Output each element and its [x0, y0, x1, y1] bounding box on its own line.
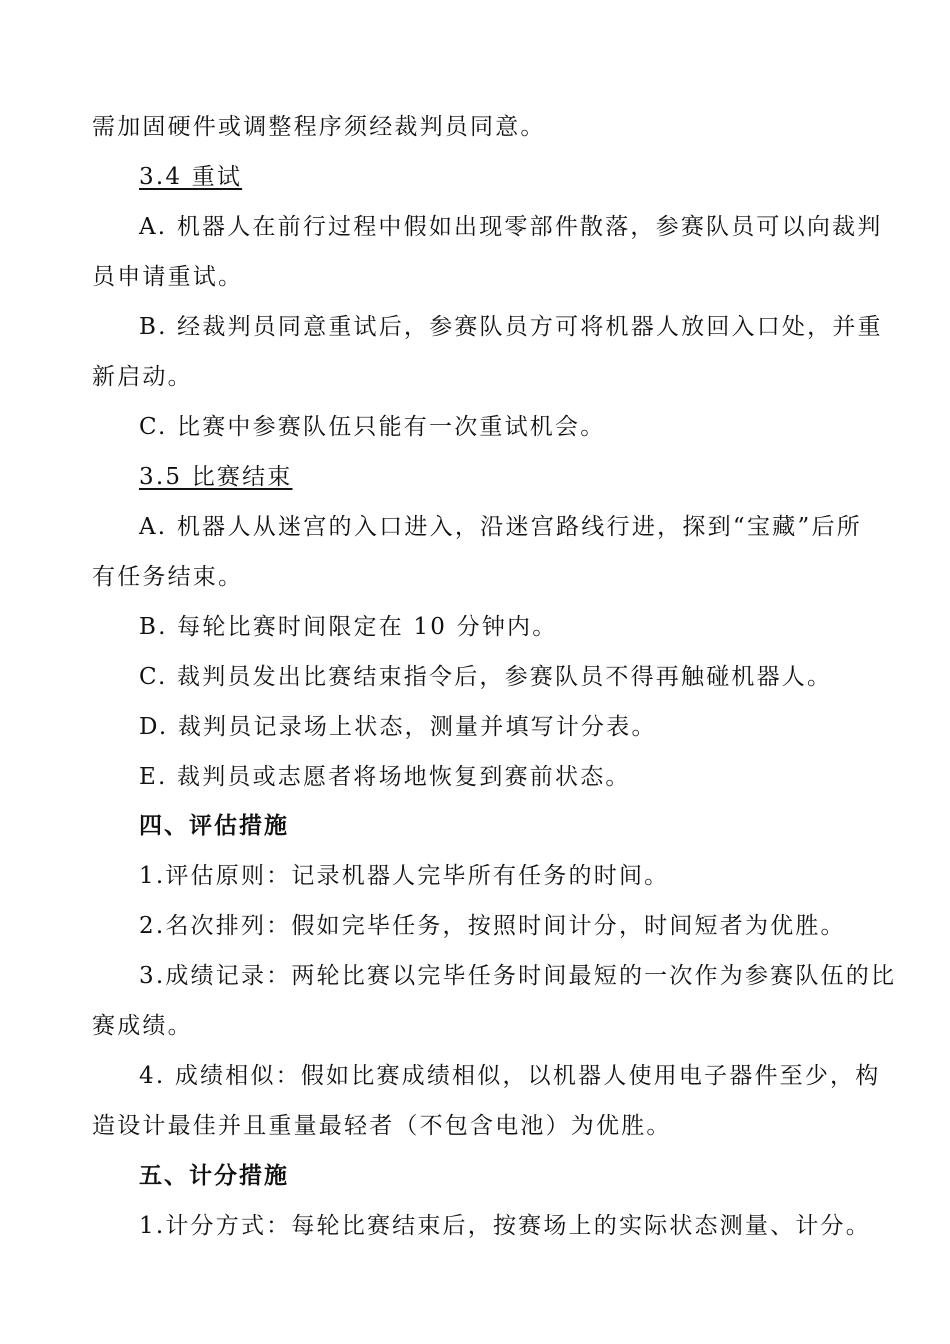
paragraph-4-3-cont: 赛成绩。: [92, 1013, 193, 1039]
paragraph-4-1: 1.评估原则：记录机器人完毕所有任务的时间。: [139, 863, 670, 889]
section-heading-4: 四、评估措施: [139, 813, 289, 839]
paragraph-3-5-a-cont: 有任务结束。: [92, 564, 244, 590]
paragraph-3-5-d: D. 裁判员记录场上状态，测量并填写计分表。: [139, 714, 657, 740]
paragraph-3-4-b-cont: 新启动。: [92, 364, 193, 390]
paragraph-4-3: 3.成绩记录：两轮比赛以完毕任务时间最短的一次作为参赛队伍的比: [139, 963, 897, 989]
paragraph-continuation: 需加固硬件或调整程序须经裁判员同意。: [92, 114, 546, 140]
paragraph-3-4-b: B. 经裁判员同意重试后，参赛队员方可将机器人放回入口处，并重: [139, 314, 883, 340]
paragraph-4-4: 4. 成绩相似：假如比赛成绩相似，以机器人使用电子器件至少，构: [139, 1063, 881, 1089]
paragraph-3-4-c: C. 比赛中参赛队伍只能有一次重试机会。: [139, 414, 606, 440]
paragraph-3-4-a-cont: 员申请重试。: [92, 264, 244, 290]
section-heading-3-4: 3.4 重试: [139, 164, 243, 190]
section-heading-3-5: 3.5 比赛结束: [139, 464, 293, 490]
paragraph-3-5-e: E. 裁判员或志愿者将场地恢复到赛前状态。: [139, 764, 631, 790]
paragraph-3-5-a: A. 机器人从迷宫的入口进入，沿迷宫路线行进，探到“宝藏”后所: [139, 514, 862, 540]
paragraph-4-4-cont: 造设计最佳并且重量最轻者（不包含电池）为优胜。: [92, 1113, 672, 1139]
paragraph-3-5-c: C. 裁判员发出比赛结束指令后，参赛队员不得再触碰机器人。: [139, 664, 833, 690]
paragraph-5-1: 1.计分方式：每轮比赛结束后，按赛场上的实际状态测量、计分。: [139, 1213, 871, 1239]
section-heading-5: 五、计分措施: [139, 1163, 289, 1189]
paragraph-3-5-b: B. 每轮比赛时间限定在 10 分钟内。: [139, 614, 558, 640]
paragraph-4-2: 2.名次排列：假如完毕任务，按照时间计分，时间短者为优胜。: [139, 913, 846, 939]
paragraph-3-4-a: A. 机器人在前行过程中假如出现零部件散落，参赛队员可以向裁判: [139, 214, 883, 240]
